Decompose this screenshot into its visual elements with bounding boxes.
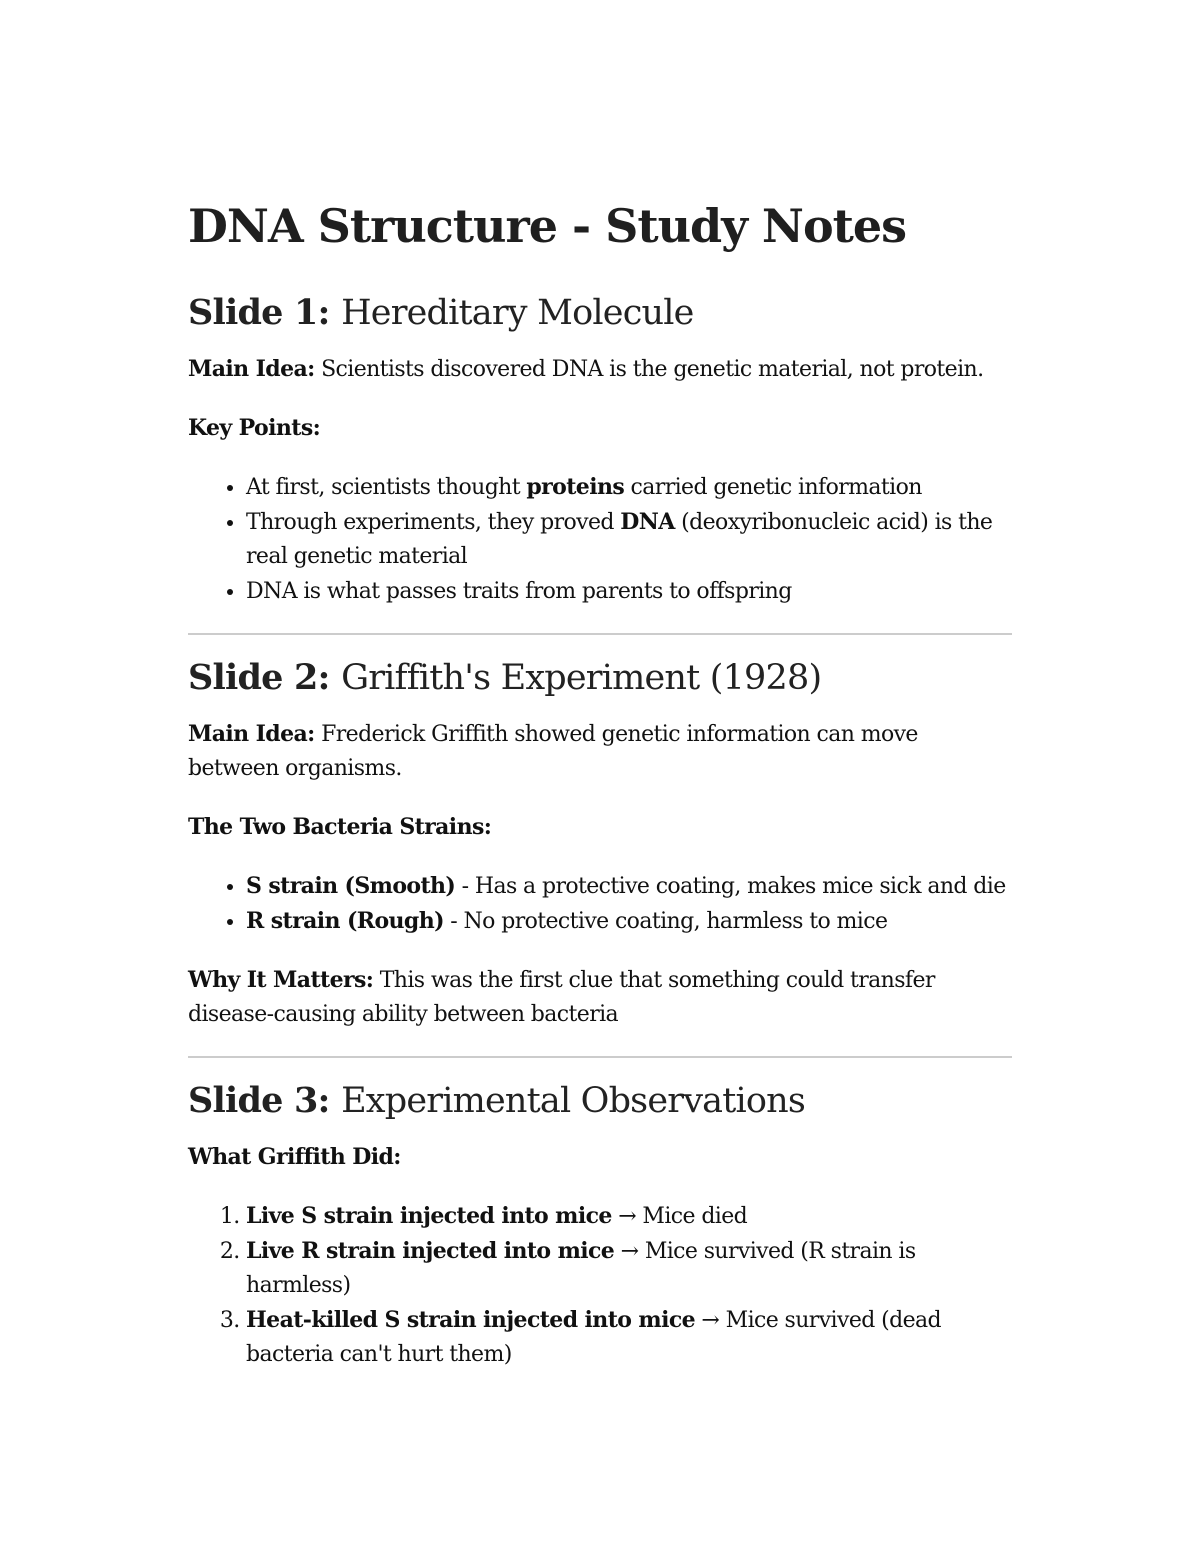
- list-item: [246, 869, 1012, 904]
- list-item: [246, 904, 1012, 939]
- slide-1-number: Slide 1:: [188, 292, 330, 333]
- strain-description: - Has a protective coating, makes mice sick and die: [455, 874, 1006, 899]
- step-result: → Mice survived (dead bacteria can't hurt them): [246, 1308, 941, 1367]
- document-body: [188, 196, 1012, 1372]
- strain-description: - No protective coating, harmless to mice: [443, 909, 888, 934]
- point-text: At first, scientists thought: [246, 475, 527, 500]
- strains-label: The Two Bacteria Strains:: [188, 814, 492, 840]
- point-emphasis: proteins: [526, 474, 625, 500]
- list-item: [246, 1199, 1012, 1234]
- slide-3-heading: [188, 1078, 1012, 1124]
- strains-list: [188, 869, 1012, 939]
- slide-2-main-idea: [188, 717, 1012, 786]
- main-idea-label: Main Idea:: [188, 356, 315, 382]
- steps-list: [188, 1199, 1012, 1372]
- point-text: Through experiments, they proved: [246, 510, 621, 535]
- why-it-matters: [188, 963, 1012, 1032]
- key-points-label: Key Points:: [188, 415, 321, 441]
- key-points-heading: [188, 411, 1012, 446]
- step-action: Live S strain injected into mice: [246, 1203, 612, 1229]
- step-action: Live R strain injected into mice: [246, 1238, 615, 1264]
- why-text: This was the first clue that something could transfer disease-causing ability between bacteria: [188, 968, 935, 1027]
- strains-heading: [188, 810, 1012, 845]
- strain-name: S strain (Smooth): [246, 873, 456, 899]
- why-label: Why It Matters:: [188, 967, 374, 993]
- list-item: [246, 574, 1012, 609]
- slide-1-heading: [188, 290, 1012, 336]
- list-item: [246, 470, 1012, 505]
- slide-2-heading: [188, 655, 1012, 701]
- strain-name: R strain (Rough): [246, 908, 444, 934]
- list-item: [246, 1234, 1012, 1303]
- point-text: carried genetic information: [624, 475, 922, 500]
- list-item: [246, 1303, 1012, 1372]
- slide-3-number: Slide 3:: [188, 1080, 330, 1121]
- step-result: → Mice died: [611, 1204, 748, 1229]
- step-action: Heat-killed S strain injected into mice: [246, 1307, 696, 1333]
- slide-2-number: Slide 2:: [188, 657, 330, 698]
- point-emphasis: DNA: [620, 509, 675, 535]
- slide-3-title: Experimental Observations: [341, 1081, 806, 1121]
- section-divider: [188, 1056, 1012, 1058]
- main-idea-text: Scientists discovered DNA is the genetic material, not protein.: [314, 357, 984, 382]
- slide-1-title: Hereditary Molecule: [341, 293, 694, 333]
- slide-2-title: Griffith's Experiment (1928): [341, 658, 822, 698]
- what-griffith-did-label: What Griffith Did:: [188, 1144, 401, 1170]
- main-idea-text: Frederick Griffith showed genetic information can move between organisms.: [188, 722, 918, 781]
- slide-1-main-idea: [188, 352, 1012, 387]
- document-title: DNA Structure - Study Notes: [188, 199, 907, 253]
- key-points-list: [188, 470, 1012, 609]
- point-text: DNA is what passes traits from parents to offspring: [246, 579, 792, 604]
- step-result: → Mice survived (R strain is harmless): [246, 1239, 916, 1298]
- main-idea-label: Main Idea:: [188, 721, 315, 747]
- list-item: [246, 505, 1012, 574]
- what-griffith-did-heading: [188, 1140, 1012, 1175]
- section-divider: [188, 633, 1012, 635]
- point-text: (deoxyribonucleic acid) is the real genetic material: [246, 510, 993, 569]
